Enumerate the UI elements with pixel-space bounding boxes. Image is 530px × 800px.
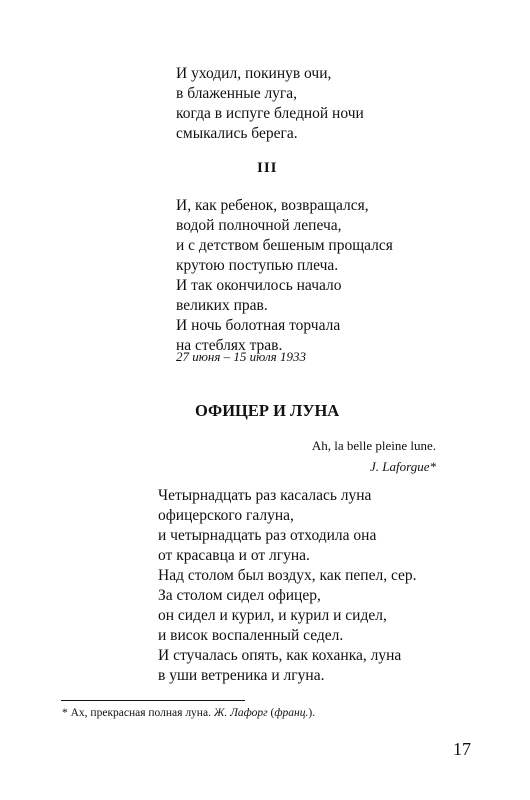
verse-line: на стеблях трав.: [176, 337, 283, 354]
footnote-paren-open: (: [267, 707, 275, 719]
verse-line: И ночь болотная торчала: [176, 317, 341, 334]
footnote-text: * Ах, прекрасная полная луна.: [62, 707, 214, 719]
poem-title: ОФИЦЕР И ЛУНА: [195, 401, 340, 420]
verse-line: И уходил, покинув очи,: [176, 65, 332, 82]
verse-line: И стучалась опять, как коханка, луна: [158, 647, 402, 664]
verse-line: великих прав.: [176, 297, 268, 314]
stanza-three: [176, 196, 393, 356]
epigraph-quote: Ah, la belle pleine lune.: [311, 438, 436, 453]
verse-line: и четырнадцать раз отходила она: [158, 527, 377, 544]
footnote-paren-close: ).: [308, 707, 316, 719]
verse-line: и с детством бешеным прощался: [176, 237, 393, 254]
section-number: III: [257, 160, 278, 176]
epigraph: [312, 435, 436, 477]
verse-line: крутою поступью плеча.: [176, 257, 339, 274]
stanza-top: [176, 64, 364, 144]
page-number: 17: [453, 739, 471, 759]
verse-line: и висок воспаленный седел.: [158, 627, 344, 644]
poem-date: 27 июня – 15 июля 1933: [176, 349, 306, 364]
footnote-author: Ж. Лафорг: [213, 707, 268, 719]
verse-line: И, как ребенок, возвращался,: [176, 197, 369, 214]
footnote-divider: [61, 700, 245, 701]
verse-line: в уши ветреника и лгуна.: [158, 667, 325, 684]
verse-line: Четырнадцать раз касалась луна: [158, 487, 372, 504]
footnote-language: франц.: [274, 707, 309, 719]
verse-line: офицерского галуна,: [158, 507, 294, 524]
poem-body: [158, 486, 417, 686]
verse-line: когда в испуге бледной ночи: [176, 105, 364, 122]
footnote: [62, 707, 315, 719]
verse-line: Над столом был воздух, как пепел, сер.: [158, 567, 417, 584]
verse-line: водой полночной лепеча,: [176, 217, 342, 234]
epigraph-author: J. Laforgue*: [370, 459, 436, 474]
verse-line: И так окончилось начало: [176, 277, 342, 294]
verse-line: За столом сидел офицер,: [158, 587, 321, 604]
verse-line: он сидел и курил, и курил и сидел,: [158, 607, 387, 624]
verse-line: смыкались берега.: [176, 125, 298, 142]
verse-line: от красавца и от лгуна.: [158, 547, 310, 564]
verse-line: в блаженные луга,: [176, 85, 298, 102]
